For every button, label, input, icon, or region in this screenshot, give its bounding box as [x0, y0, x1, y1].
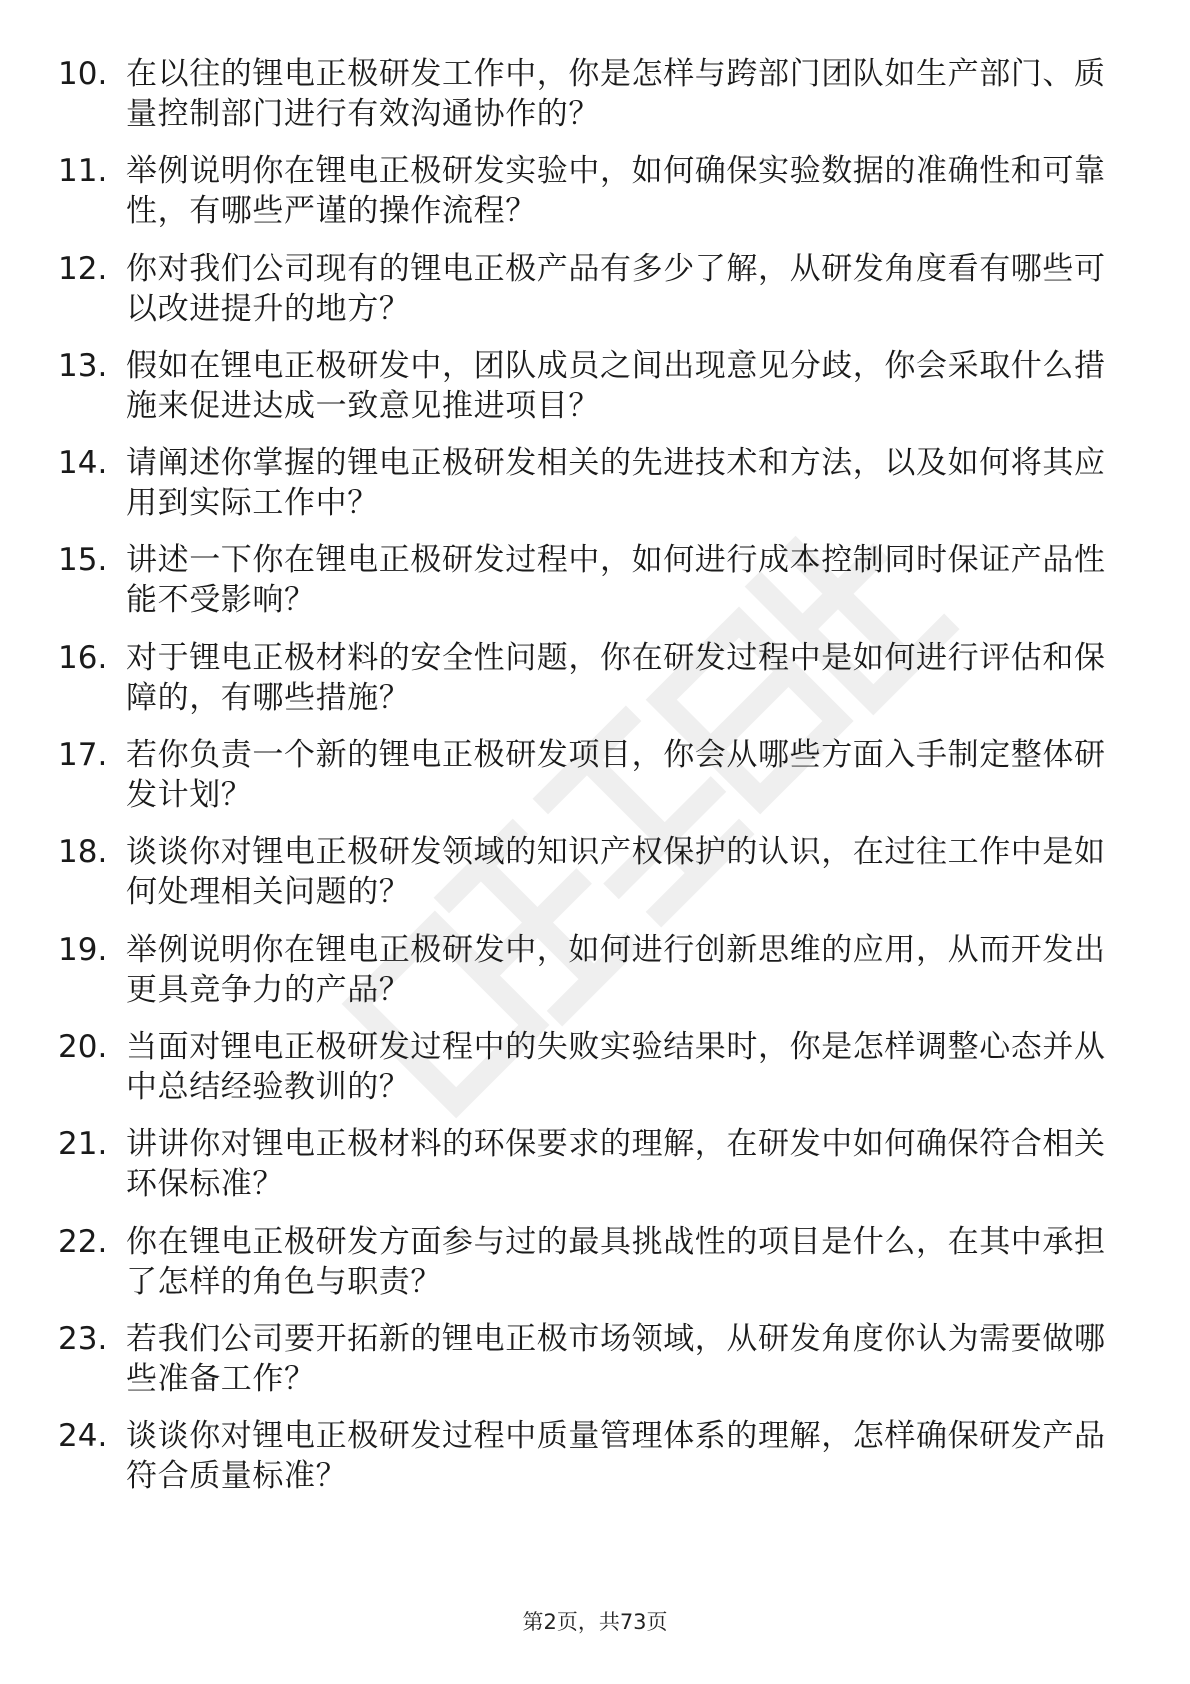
question-number: 19.: [58, 931, 108, 968]
question-text: 你对我们公司现有的锂电正极产品有多少了解，从研发角度看有哪些可以改进提升的地方？: [126, 250, 1106, 327]
question-text: 对于锂电正极材料的安全性问题，你在研发过程中是如何进行评估和保障的，有哪些措施？: [126, 639, 1106, 716]
page-number: 第2页，共73页: [522, 1610, 668, 1634]
question-text: 请阐述你掌握的锂电正极研发相关的先进技术和方法，以及如何将其应用到实际工作中？: [126, 445, 1106, 522]
question-item: [0, 48, 1190, 145]
question-number: 21.: [58, 1126, 108, 1163]
question-item: [0, 729, 1190, 826]
question-text: 若我们公司要开拓新的锂电正极市场领域，从研发角度你认为需要做哪些准备工作？: [126, 1320, 1106, 1397]
question-text: 举例说明你在锂电正极研发实验中，如何确保实验数据的准确性和可靠性，有哪些严谨的操作流程？: [126, 153, 1106, 230]
question-number: 14.: [58, 445, 108, 482]
question-item: [0, 1313, 1190, 1410]
question-item: [0, 340, 1190, 437]
question-number: 16.: [58, 639, 108, 676]
question-item: [0, 632, 1190, 729]
question-number: 11.: [58, 153, 108, 190]
question-item: [0, 437, 1190, 534]
question-text: 当面对锂电正极研发过程中的失败实验结果时，你是怎样调整心态并从中总结经验教训的？: [126, 1028, 1106, 1105]
question-text: 你在锂电正极研发方面参与过的最具挑战性的项目是什么，在其中承担了怎样的角色与职责？: [126, 1223, 1106, 1300]
question-number: 17.: [58, 737, 108, 774]
question-text: 在以往的锂电正极研发工作中，你是怎样与跨部门团队如生产部门、质量控制部门进行有效沟通协作的？: [126, 56, 1106, 132]
question-item: [0, 1021, 1190, 1118]
question-number: 13.: [58, 347, 108, 384]
question-item: [0, 243, 1190, 340]
question-item: [0, 826, 1190, 923]
question-number: 20.: [58, 1028, 108, 1065]
question-number: 24.: [58, 1418, 108, 1455]
question-text: 若你负责一个新的锂电正极研发项目，你会从哪些方面入手制定整体研发计划？: [126, 737, 1106, 814]
question-list: [0, 48, 1190, 1507]
question-text: 假如在锂电正极研发中，团队成员之间出现意见分歧，你会采取什么措施来促进达成一致意见推进项目？: [126, 347, 1106, 424]
question-number: 12.: [58, 250, 108, 287]
question-number: 18.: [58, 834, 108, 871]
question-text: 举例说明你在锂电正极研发中，如何进行创新思维的应用，从而开发出更具竞争力的产品？: [126, 931, 1106, 1008]
question-item: [0, 1118, 1190, 1215]
question-number: 22.: [58, 1223, 108, 1260]
question-number: 10.: [58, 56, 108, 92]
question-text: 谈谈你对锂电正极研发领域的知识产权保护的认识，在过往工作中是如何处理相关问题的？: [126, 834, 1106, 911]
question-item: [0, 1216, 1190, 1313]
question-number: 23.: [58, 1320, 108, 1357]
question-text: 讲述一下你在锂电正极研发过程中，如何进行成本控制同时保证产品性能不受影响？: [126, 542, 1106, 619]
question-item: [0, 1410, 1190, 1507]
question-item: [0, 534, 1190, 631]
question-text: 谈谈你对锂电正极研发过程中质量管理体系的理解，怎样确保研发产品符合质量标准？: [126, 1418, 1106, 1495]
question-item: [0, 924, 1190, 1021]
question-text: 讲讲你对锂电正极材料的环保要求的理解，在研发中如何确保符合相关环保标准？: [126, 1126, 1106, 1203]
question-number: 15.: [58, 542, 108, 579]
question-item: [0, 145, 1190, 242]
